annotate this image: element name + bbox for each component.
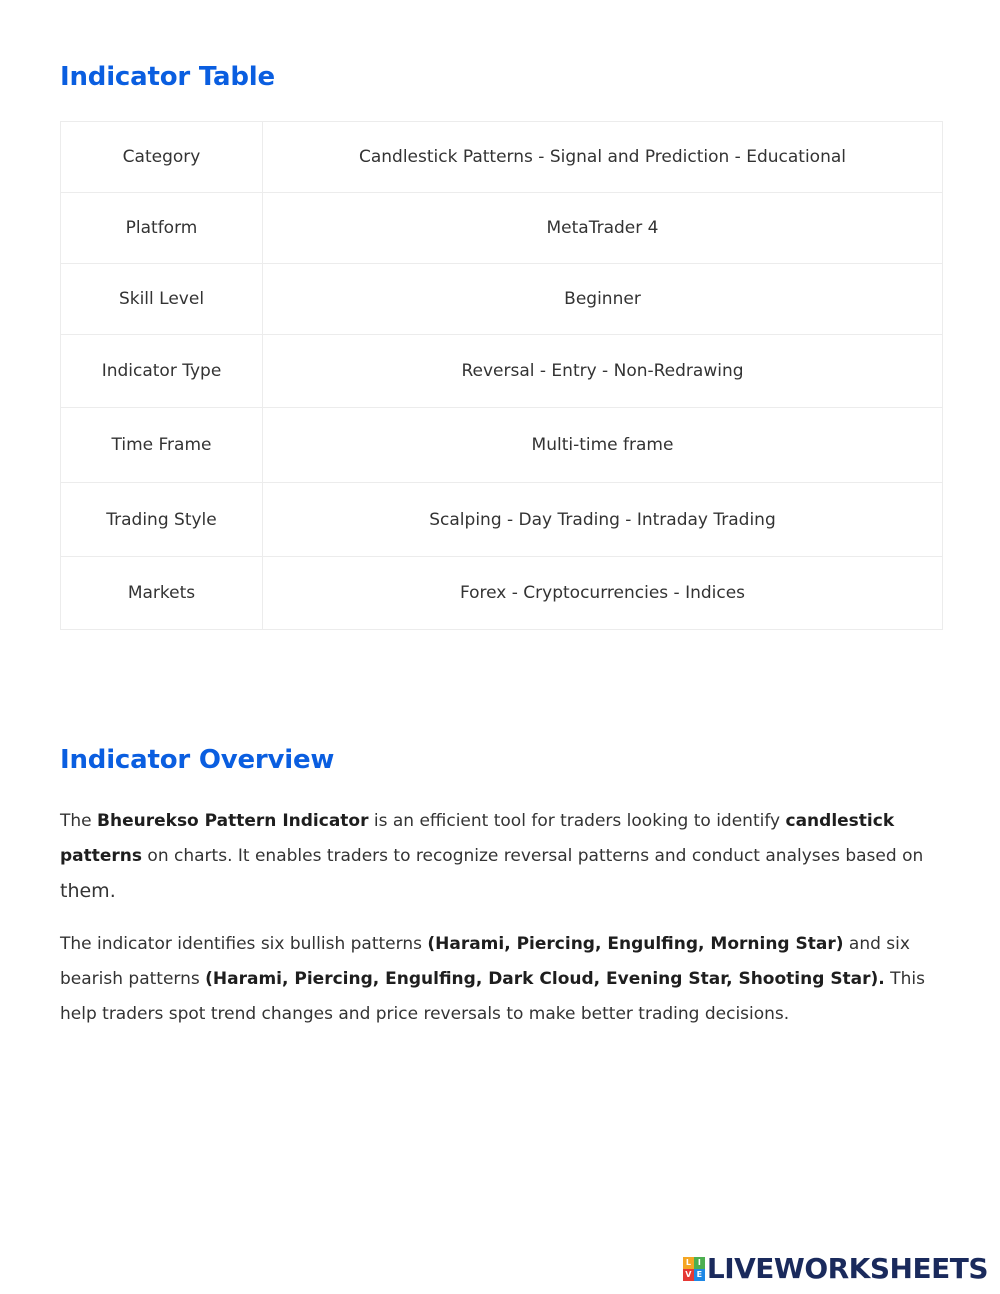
p1-bold-indicator-name: Bheurekso Pattern Indicator: [97, 811, 369, 831]
row-label-category: Category: [61, 122, 263, 193]
p2-bold-bullish-list: (Harami, Piercing, Engulfing, Morning Star): [427, 934, 844, 954]
indicator-table: [60, 121, 943, 630]
p2-bold-bearish-list: (Harami, Piercing, Engulfing, Dark Cloud, Evening Star, Shooting Star).: [205, 969, 885, 989]
p1-text-1: The: [60, 811, 98, 831]
table-row: [61, 264, 943, 335]
logo-mark-tile: V: [683, 1269, 694, 1281]
row-value-category: Candlestick Patterns - Signal and Prediction - Educational: [263, 122, 943, 193]
row-value-platform: MetaTrader 4: [263, 193, 943, 264]
row-label-indicator-type: Indicator Type: [61, 335, 263, 408]
logo-mark-tile: I: [694, 1257, 705, 1269]
row-value-indicator-type: Reversal - Entry - Non-Redrawing: [263, 335, 943, 408]
p1-bold-candlestick-patterns: candlestick patterns: [60, 811, 895, 866]
overview-paragraph-1: [60, 804, 940, 910]
p2-text-3: This help traders spot trend changes and price reversals to make better trading decisions.: [60, 969, 925, 1024]
row-label-skill-level: Skill Level: [61, 264, 263, 335]
p1-text-3: on charts. It enables traders to recognize reversal patterns and conduct analyses based on: [142, 846, 924, 866]
row-value-time-frame: Multi-time frame: [263, 408, 943, 483]
indicator-table-heading: Indicator Table: [60, 62, 275, 92]
liveworksheets-logo: [683, 1252, 988, 1286]
logo-mark-tile: E: [694, 1269, 705, 1281]
table-row: [61, 408, 943, 483]
table-row: [61, 335, 943, 408]
row-value-markets: Forex - Cryptocurrencies - Indices: [263, 557, 943, 630]
row-label-trading-style: Trading Style: [61, 483, 263, 557]
row-value-skill-level: Beginner: [263, 264, 943, 335]
table-row: [61, 122, 943, 193]
p2-text-2: and six bearish patterns: [60, 934, 910, 989]
logo-mark-tile: L: [683, 1257, 694, 1269]
row-label-time-frame: Time Frame: [61, 408, 263, 483]
indicator-overview-heading: Indicator Overview: [60, 745, 335, 775]
table-row: [61, 557, 943, 630]
p1-text-4: them.: [60, 880, 116, 902]
table-row: [61, 193, 943, 264]
logo-mark-icon: [683, 1257, 705, 1281]
row-value-trading-style: Scalping - Day Trading - Intraday Trading: [263, 483, 943, 557]
table-row: [61, 483, 943, 557]
p1-text-2: is an efficient tool for traders looking to identify: [368, 811, 786, 831]
row-label-platform: Platform: [61, 193, 263, 264]
logo-text: LIVEWORKSHEETS: [706, 1252, 988, 1285]
p2-text-1: The indicator identifies six bullish patterns: [60, 934, 428, 954]
row-label-markets: Markets: [61, 557, 263, 630]
overview-paragraph-2: [60, 927, 940, 1032]
